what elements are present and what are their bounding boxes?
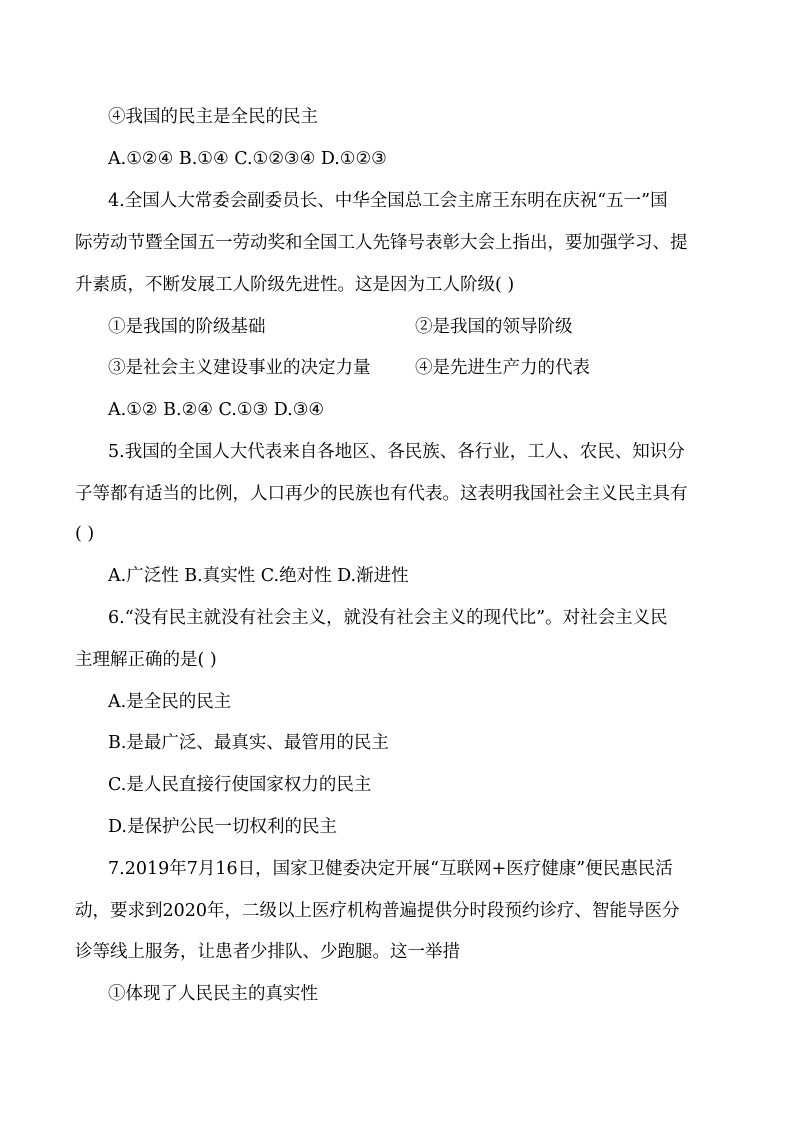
option-line: ③是社会主义建设事业的决定力量 xyxy=(108,358,371,378)
question-7-text: 动，要求到2020年，二级以上医疗机构普遍提供分时段预约诊疗、智能导医分 xyxy=(75,901,680,921)
option-line: ④我国的民主是全民的民主 xyxy=(108,107,318,127)
answer-choice: A.是全民的民主 xyxy=(108,692,232,712)
question-7-text: 诊等线上服务，让患者少排队、少跑腿。这一举措 xyxy=(75,942,460,962)
option-line: ①体现了人民民主的真实性 xyxy=(108,984,318,1004)
option-line: ①是我国的阶级基础 xyxy=(108,317,266,337)
question-6-text: 主理解正确的是( ) xyxy=(75,650,217,670)
question-4-text: 4.全国人大常委会副委员长、中华全国总工会主席王东明在庆祝“五一”国 xyxy=(108,191,668,211)
question-5-text: ( ) xyxy=(75,524,95,544)
question-4-text: 升素质，不断发展工人阶级先进性。这是因为工人阶级( ) xyxy=(75,275,515,295)
answer-choices: A.①②④ B.①④ C.①②③④ D.①②③ xyxy=(108,149,387,169)
answer-choices: A.广泛性 B.真实性 C.绝对性 D.渐进性 xyxy=(108,566,409,586)
option-line: ④是先进生产力的代表 xyxy=(415,358,590,378)
answer-choice: B.是最广泛、最真实、最管用的民主 xyxy=(108,733,389,753)
question-4-text: 际劳动节暨全国五一劳动奖和全国工人先锋号表彰大会上指出，要加强学习、提 xyxy=(75,233,688,253)
answer-choice: D.是保护公民一切权利的民主 xyxy=(108,817,337,837)
question-5-text: 子等都有适当的比例，人口再少的民族也有代表。这表明我国社会主义民主具有 xyxy=(75,484,688,504)
question-6-text: 6.“没有民主就没有社会主义，就没有社会主义的现代比”。对社会主义民 xyxy=(108,608,668,628)
answer-choice: C.是人民直接行使国家权力的民主 xyxy=(108,775,372,795)
answer-choices: A.①② B.②④ C.①③ D.③④ xyxy=(108,400,325,420)
option-line: ②是我国的领导阶级 xyxy=(415,317,573,337)
question-7-text: 7.2019年7月16日，国家卫健委决定开展“互联网+医疗健康”便民惠民活 xyxy=(108,859,673,879)
question-5-text: 5.我国的全国人大代表来自各地区、各民族、各行业，工人、农民、知识分 xyxy=(108,442,685,462)
